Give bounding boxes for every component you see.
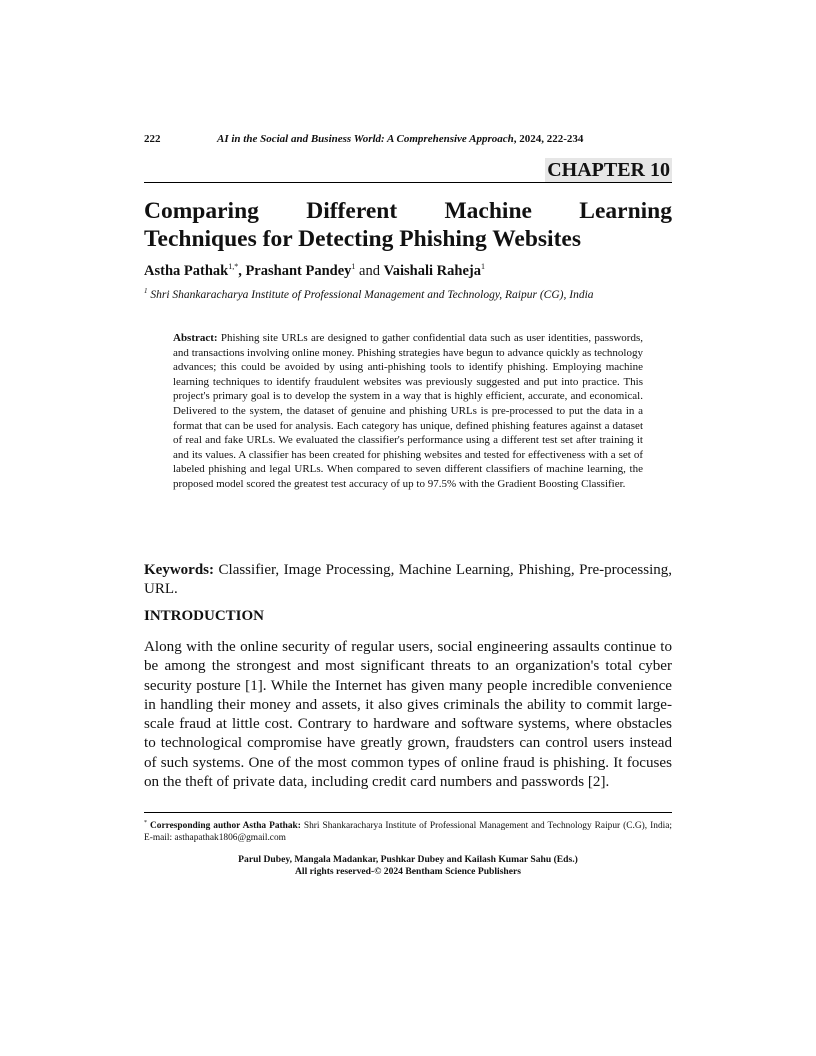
editors-line: Parul Dubey, Mangala Madankar, Pushkar Dubey and Kailash Kumar Sahu (Eds.)	[238, 854, 578, 865]
abstract	[173, 331, 643, 492]
author-3-affil-mark: 1	[480, 262, 485, 271]
author-1: Astha Pathak	[144, 262, 229, 279]
abstract-text: Phishing site URLs are designed to gather confidential data such as user identities, passwords, and transactions involving online money. Phishing strategies have begun to advance quickly as technology advances; this could be avoided by using anti-phishing tools to identify phishing. Employing machine learning techniques to identify fraudulent websites was previously suggested and put into practice. This project's primary goal is to develop the system in a way that is highly efficient, accurate, and economical. Delivered to the system, the dataset of genuine and phishing URLs is pre-processed to put the data in a format that can be used for analysis. Each category has unique, defined phishing features against a dataset of real and fake URLs. We evaluated the classifier's performance using a different test set after training it and its values. A classifier has been created for phishing websites and tested for effectiveness with a set of labeled phishing and legal URLs. When compared to seven different classifiers of machine learning, the proposed model scored the greatest test accuracy of up to 97.5% with the Gradient Boosting Classifier.	[173, 332, 643, 490]
keywords-text: Classifier, Image Processing, Machine Learning, Phishing, Pre-processing, URL.	[144, 562, 672, 597]
introduction-paragraph: Along with the online security of regular users, social engineering assaults continue to be among the strongest and most significant threats to an organization's total cyber security posture [1]. While the Internet has given many people incredible convenience in handling their money and assets, it also gives criminals the ability to commit large-scale fraud at little cost. Contrary to hardware and software systems, where obstacles to technological compromise have greatly grown, fraudsters can control users instead of such systems. One of the most common types of online fraud is phishing. It focuses on the theft of private data, including credit card numbers and passwords [2].	[144, 639, 672, 791]
journal-title	[217, 133, 583, 145]
journal-title-italic: AI in the Social and Business World: A Comprehensive Approach	[217, 133, 514, 145]
author-1-affil-mark: 1,*	[228, 262, 239, 271]
chapter-divider	[144, 182, 672, 183]
affiliation-mark: 1	[144, 287, 148, 295]
chapter-label: CHAPTER 10	[547, 159, 670, 181]
footnote-label: Corresponding author Astha Pathak:	[147, 821, 301, 832]
copyright-line: All rights reserved-© 2024 Bentham Science Publishers	[294, 866, 522, 877]
corresponding-author-footnote	[144, 817, 672, 844]
author-list	[144, 262, 485, 280]
affiliation	[144, 287, 594, 301]
running-header	[144, 133, 672, 149]
page-number: 222	[144, 133, 161, 145]
affiliation-text: Shri Shankaracharya Institute of Professional Management and Technology, Raipur (CG), India	[147, 288, 594, 301]
footnote-text: Shri Shankaracharya Institute of Professional Management and Technology Raipur (C.G), India; E-mail: asthapathak1806@gmail.com	[144, 821, 673, 844]
footnote-divider	[144, 812, 672, 813]
paper-title	[144, 197, 672, 253]
section-heading-introduction: INTRODUCTION	[144, 608, 265, 624]
title-line-2: Techniques for Detecting Phishing Websites	[144, 226, 581, 252]
author-sep-1: ,	[238, 262, 246, 279]
author-2: Prashant Pandey	[245, 262, 352, 279]
author-3: Vaishali Raheja	[383, 262, 481, 279]
author-2-affil-mark: 1	[351, 262, 356, 271]
author-sep-2: and	[355, 262, 384, 279]
abstract-label: Abstract:	[173, 332, 218, 344]
title-line-1: Comparing Different Machine Learning	[144, 198, 672, 224]
keywords	[144, 561, 672, 599]
editors-copyright	[144, 854, 672, 878]
keywords-label: Keywords:	[144, 562, 214, 578]
footnote-mark: *	[144, 820, 147, 826]
journal-year-pages: , 2024, 222-234	[513, 133, 584, 145]
